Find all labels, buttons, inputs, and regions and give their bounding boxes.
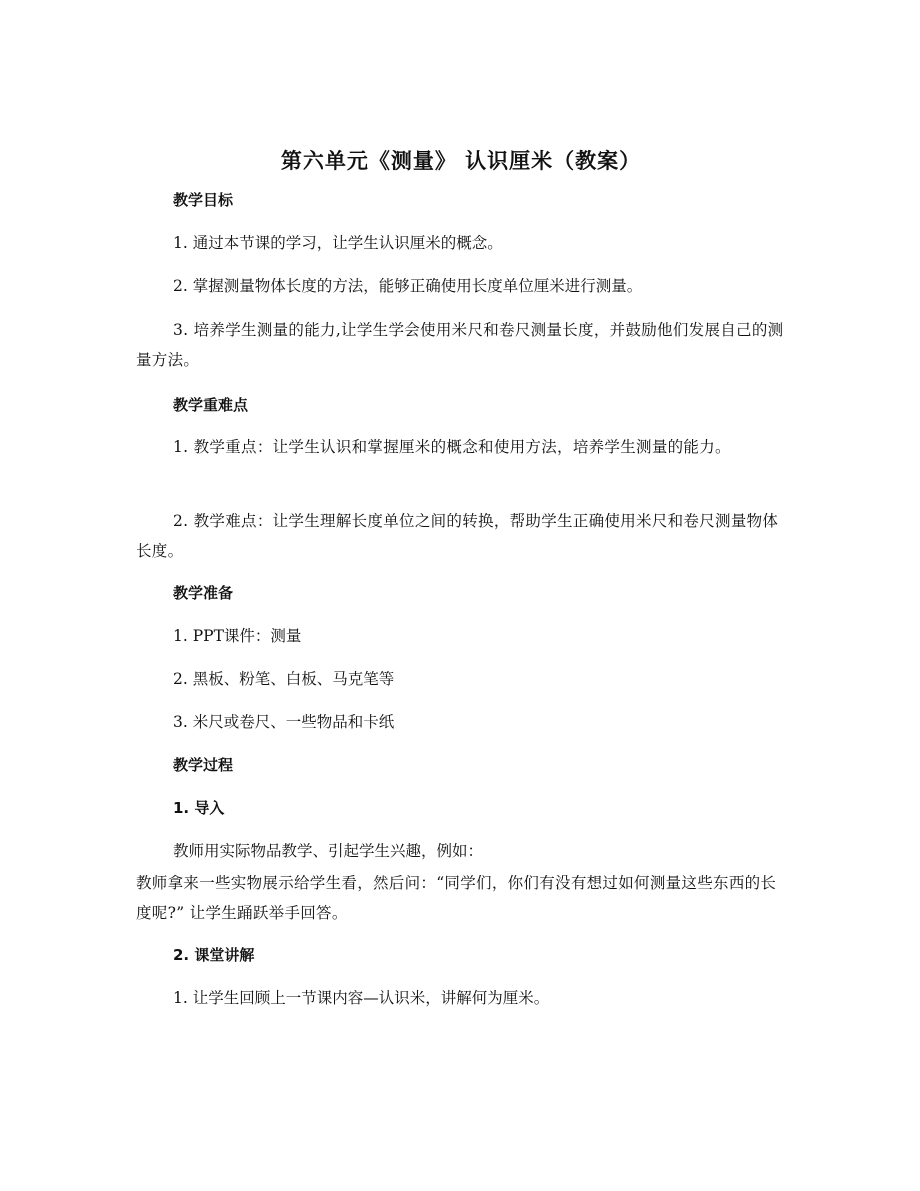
objective-item-3: 3. 培养学生测量的能力,让学生学会使用米尺和卷尺测量长度，并鼓励他们发展自己的测量方法。	[136, 321, 784, 369]
preparation-item-1: 1. PPT课件：测量	[173, 627, 302, 645]
process-step-1-heading: 1. 导入	[173, 799, 225, 817]
preparation-item-3: 3. 米尺或卷尺、一些物品和卡纸	[173, 713, 395, 731]
key-point-item-1: 1. 教学重点：让学生认识和掌握厘米的概念和使用方法，培养学生测量的能力。	[173, 438, 731, 456]
objective-item-2: 2. 掌握测量物体长度的方法，能够正确使用长度单位厘米进行测量。	[173, 277, 643, 295]
section-heading-preparation: 教学准备	[173, 584, 234, 602]
process-step-2-line-1: 1. 让学生回顾上一节课内容—认识米，讲解何为厘米。	[173, 989, 550, 1007]
preparation-item-2: 2. 黑板、粉笔、白板、马克笔等	[173, 670, 395, 688]
process-step-1-line-1: 教师用实际物品教学、引起学生兴趣，例如：	[173, 842, 484, 860]
section-heading-objectives: 教学目标	[173, 191, 234, 209]
section-heading-key-points: 教学重难点	[173, 396, 249, 414]
process-step-1-line-2: 教师拿来一些实物展示给学生看，然后问：“同学们，你们有没有想过如何测量这些东西的长度呢?” 让学生踊跃举手回答。	[136, 874, 777, 922]
section-heading-process: 教学过程	[173, 756, 234, 774]
key-point-item-2: 2. 教学难点：让学生理解长度单位之间的转换，帮助学生正确使用米尺和卷尺测量物体长度。	[136, 512, 779, 560]
document-title: 第六单元《测量》 认识厘米（教案）	[280, 149, 642, 173]
process-step-2-heading: 2. 课堂讲解	[173, 946, 255, 964]
objective-item-1: 1. 通过本节课的学习，让学生认识厘米的概念。	[173, 234, 503, 252]
